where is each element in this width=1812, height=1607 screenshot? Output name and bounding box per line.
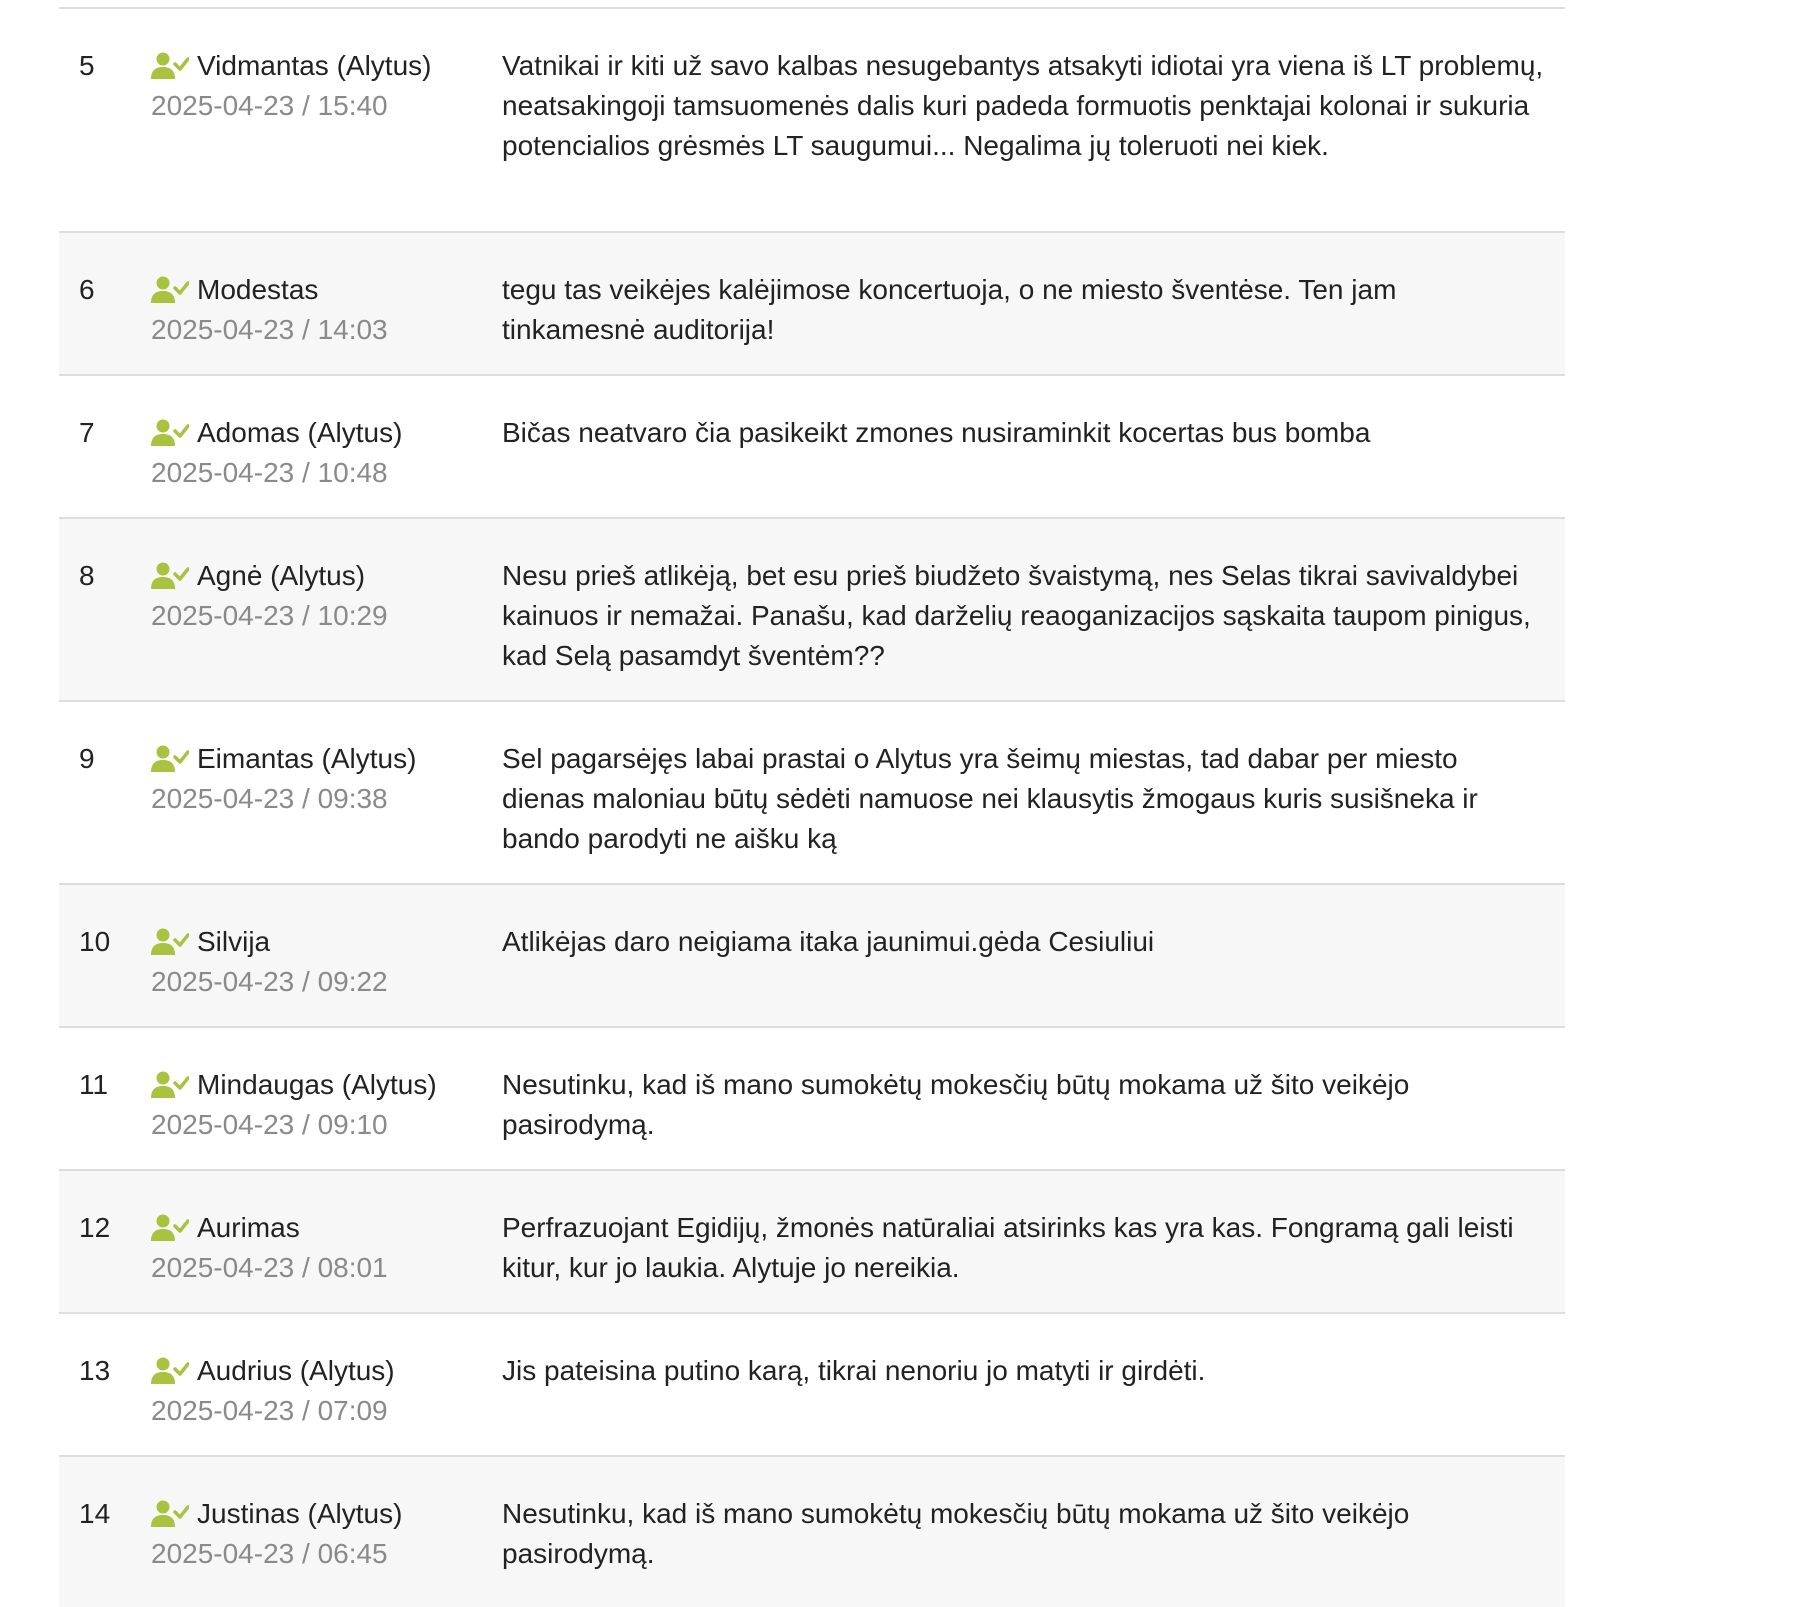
comment-author-block xyxy=(151,270,502,350)
comment-author-block xyxy=(151,1065,502,1145)
comment-item xyxy=(59,1171,1565,1314)
verified-user-icon xyxy=(151,276,189,304)
verified-user-icon xyxy=(151,928,189,956)
verified-user-icon xyxy=(151,1357,189,1385)
comment-item xyxy=(59,233,1565,376)
comment-author-block xyxy=(151,1351,502,1431)
comment-text: Atlikėjas daro neigiama itaka jaunimui.gėda Cesiuliui xyxy=(502,926,1155,957)
comment-text: Perfrazuojant Egidijų, žmonės natūraliai atsirinks kas yra kas. Fongramą gali leisti kitur, kur jo laukia. Alytuje jo nereikia. xyxy=(502,1212,1514,1283)
comment-author-name: Justinas (Alytus) xyxy=(197,1498,403,1529)
comment-author-name: Adomas (Alytus) xyxy=(197,417,403,448)
comment-author-name: Modestas xyxy=(197,274,319,305)
comment-author-block xyxy=(151,1494,502,1574)
comment-item xyxy=(59,1028,1565,1171)
comment-date: 2025-04-23 / 15:40 xyxy=(151,90,388,121)
comment-number: 11 xyxy=(79,1069,109,1100)
comment-item xyxy=(59,376,1565,519)
comment-date: 2025-04-23 / 09:22 xyxy=(151,966,388,997)
verified-user-icon xyxy=(151,1071,189,1099)
comment-text: Nesutinku, kad iš mano sumokėtų mokesčių būtų mokama už šito veikėjo pasirodymą. xyxy=(502,1498,1410,1569)
comment-author-name: Mindaugas (Alytus) xyxy=(197,1069,437,1100)
comment-date: 2025-04-23 / 09:38 xyxy=(151,783,388,814)
verified-user-icon xyxy=(151,745,189,773)
comment-date: 2025-04-23 / 08:01 xyxy=(151,1252,388,1283)
comment-number: 10 xyxy=(79,926,111,957)
comment-text: Nesutinku, kad iš mano sumokėtų mokesčių būtų mokama už šito veikėjo pasirodymą. xyxy=(502,1069,1410,1140)
comment-text: Jis pateisina putino karą, tikrai nenoriu jo matyti ir girdėti. xyxy=(502,1355,1206,1386)
comment-text: Nesu prieš atlikėją, bet esu prieš biudžeto švaistymą, nes Selas tikrai savivaldybei kainuos ir nemažai. Panašu, kad darželių reaoganizacijos sąskaita taupom pinigus, kad Selą pasamdyt šventėm?? xyxy=(502,560,1531,671)
comment-date: 2025-04-23 / 10:29 xyxy=(151,600,388,631)
comment-item xyxy=(59,885,1565,1028)
comment-item xyxy=(59,519,1565,702)
comment-author-block xyxy=(151,556,502,636)
comment-date: 2025-04-23 / 09:10 xyxy=(151,1109,388,1140)
comment-author-name: Aurimas xyxy=(197,1212,300,1243)
comment-number: 7 xyxy=(79,417,95,448)
comment-item xyxy=(59,9,1565,233)
comment-number: 5 xyxy=(79,50,95,81)
comment-text: Sel pagarsėjęs labai prastai o Alytus yra šeimų miestas, tad dabar per miesto dienas maloniau būtų sėdėti namuose nei klausytis žmogaus kuris susišneka ir bando parodyti ne aišku ką xyxy=(502,743,1478,854)
comment-author-name: Vidmantas (Alytus) xyxy=(197,50,432,81)
verified-user-icon xyxy=(151,562,189,590)
verified-user-icon xyxy=(151,1500,189,1528)
comment-date: 2025-04-23 / 10:48 xyxy=(151,457,388,488)
comment-number: 9 xyxy=(79,743,95,774)
comment-author-block xyxy=(151,413,502,493)
comment-number: 13 xyxy=(79,1355,111,1386)
comment-author-name: Eimantas (Alytus) xyxy=(197,743,417,774)
list-top-divider xyxy=(59,0,1565,9)
comment-text: tegu tas veikėjes kalėjimose koncertuoja, o ne miesto šventėse. Ten jam tinkamesnė auditorija! xyxy=(502,274,1397,345)
comment-item xyxy=(59,1314,1565,1457)
comment-author-name: Silvija xyxy=(197,926,271,957)
comment-author-name: Audrius (Alytus) xyxy=(197,1355,395,1386)
verified-user-icon xyxy=(151,419,189,447)
comments-list xyxy=(59,0,1565,1607)
comment-number: 12 xyxy=(79,1212,111,1243)
comment-item xyxy=(59,1457,1565,1607)
verified-user-icon xyxy=(151,52,189,80)
comment-number: 6 xyxy=(79,274,95,305)
comment-author-block xyxy=(151,922,502,1002)
comment-author-block xyxy=(151,46,502,126)
comment-date: 2025-04-23 / 07:09 xyxy=(151,1395,388,1426)
comment-author-block xyxy=(151,739,502,819)
comment-date: 2025-04-23 / 14:03 xyxy=(151,314,388,345)
comment-number: 8 xyxy=(79,560,95,591)
comment-author-name: Agnė (Alytus) xyxy=(197,560,366,591)
comment-number: 14 xyxy=(79,1498,111,1529)
comment-text: Bičas neatvaro čia pasikeikt zmones nusiraminkit kocertas bus bomba xyxy=(502,417,1371,448)
verified-user-icon xyxy=(151,1214,189,1242)
comment-date: 2025-04-23 / 06:45 xyxy=(151,1538,388,1569)
comment-author-block xyxy=(151,1208,502,1288)
comment-text: Vatnikai ir kiti už savo kalbas nesugebantys atsakyti idiotai yra viena iš LT problemų, neatsakingoji tamsuomenės dalis kuri padeda formuotis penktajai kolonai ir sukuria potencialios grėsmės LT saugumui... Negalima jų toleruoti nei kiek. xyxy=(502,50,1544,161)
comment-item xyxy=(59,702,1565,885)
